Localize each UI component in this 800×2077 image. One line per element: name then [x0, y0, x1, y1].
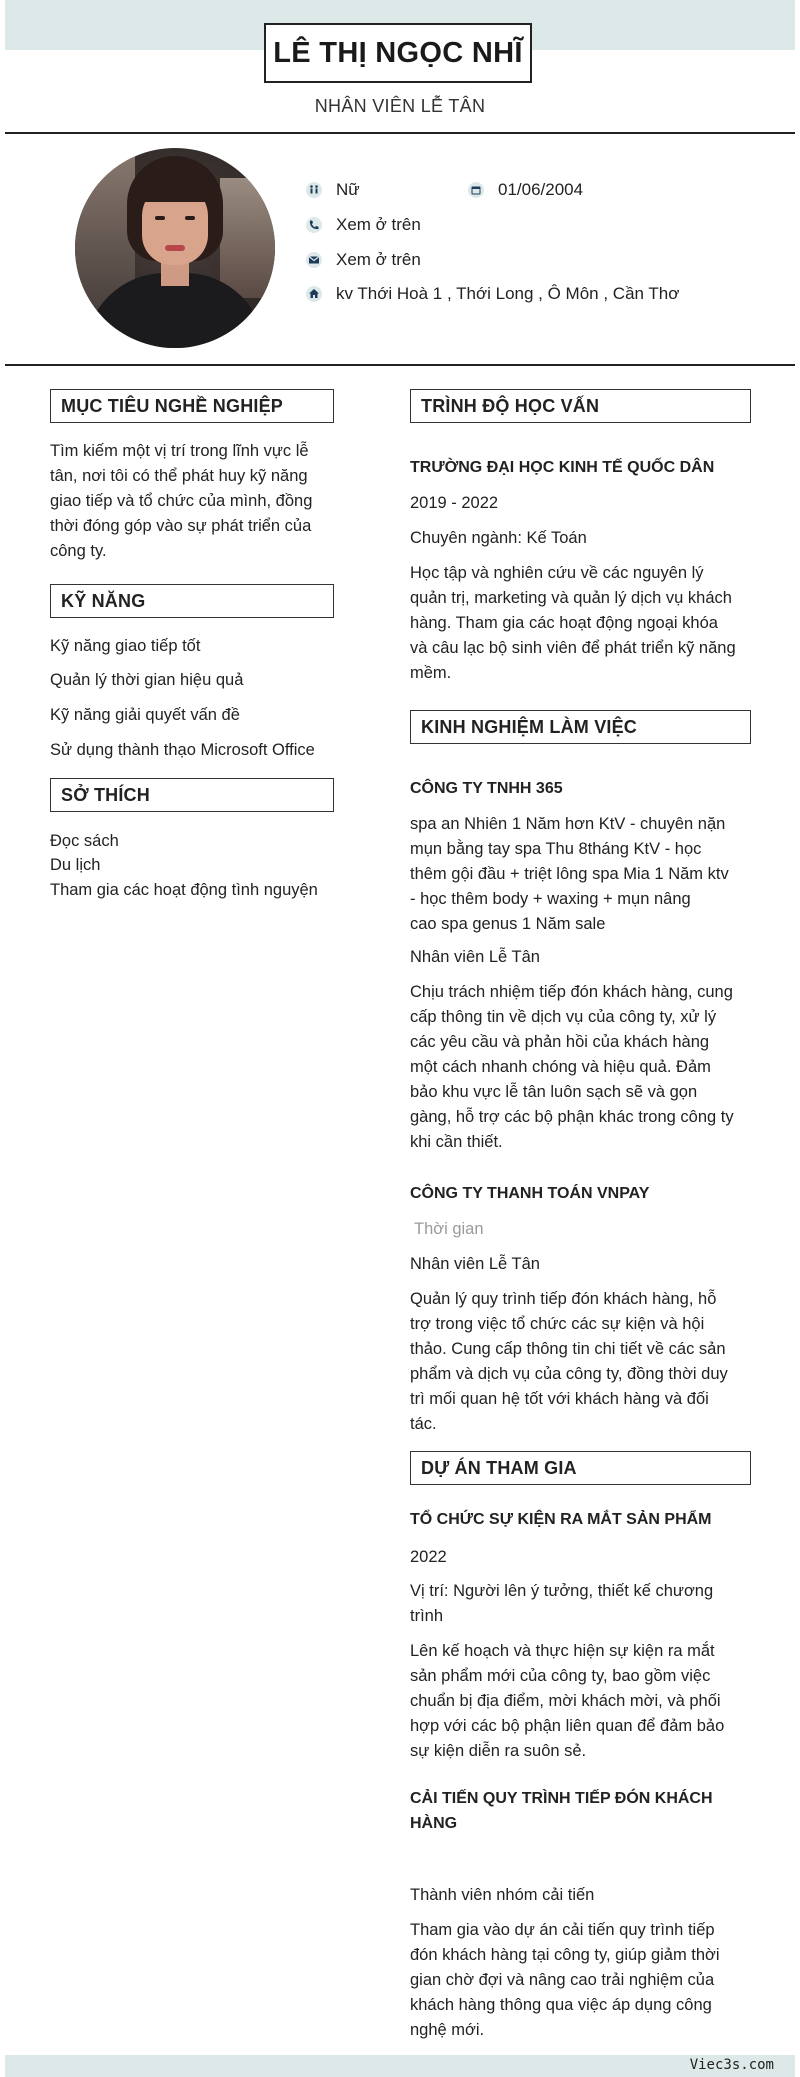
project-role: Thành viên nhóm cải tiến	[410, 1886, 595, 1904]
phone-value: Xem ở trên	[336, 215, 421, 234]
project-name: TỔ CHỨC SỰ KIỆN RA MẮT SẢN PHẨM	[410, 1511, 712, 1528]
job-position: Nhân viên Lễ Tân	[410, 1255, 540, 1273]
home-icon	[306, 286, 322, 302]
skill-item: Sử dụng thành thạo Microsoft Office	[50, 741, 315, 759]
education-heading: TRÌNH ĐỘ HỌC VẤN	[410, 389, 751, 423]
skill-item: Quản lý thời gian hiệu quả	[50, 671, 244, 689]
skill-item: Kỹ năng giao tiếp tốt	[50, 637, 201, 655]
candidate-name: LÊ THỊ NGỌC NHĨ	[264, 23, 532, 83]
contact-phone	[306, 215, 421, 235]
divider-top	[5, 132, 795, 134]
hobby-item: Tham gia các hoạt động tình nguyện	[50, 881, 318, 899]
contact-email	[306, 250, 421, 270]
job-period: spa an Nhiên 1 Năm hơn KtV - chuyên nặn mụn bằng tay spa Thu 8tháng KtV - học thêm gội đầu + triệt lông spa Mia 1 Năm ktv - học thêm body + waxing + mụn nâng cao spa genus 1 Năm sale	[410, 815, 729, 933]
project-name: CẢI TIẾN QUY TRÌNH TIẾP ĐÓN KHÁCH HÀNG	[410, 1790, 713, 1832]
education-description: Học tập và nghiên cứu về các nguyên lý quản trị, marketing và quản lý dịch vụ khách hàng. Tham gia các hoạt động ngoại khóa và câu lạc bộ sinh viên để phát triển kỹ năng mềm.	[410, 564, 736, 682]
job-description: Quản lý quy trình tiếp đón khách hàng, hỗ trợ trong việc tổ chức các sự kiện và hội thảo. Cung cấp thông tin chi tiết về các sản phẩm và dịch vụ của công ty, đồng thời duy trì mối quan hệ tốt với khách hàng và đối tác.	[410, 1290, 728, 1433]
projects-heading: DỰ ÁN THAM GIA	[410, 1451, 751, 1485]
skills-heading: KỸ NĂNG	[50, 584, 334, 618]
education-major: Chuyên ngành: Kế Toán	[410, 529, 587, 547]
avatar	[75, 148, 275, 348]
job-company: CÔNG TY THANH TOÁN VNPAY	[410, 1185, 650, 1202]
email-value: Xem ở trên	[336, 250, 421, 269]
calendar-icon	[468, 182, 484, 198]
experience-heading: KINH NGHIỆM LÀM VIỆC	[410, 710, 751, 744]
job-period: Thời gian	[414, 1220, 484, 1238]
hobby-item: Đọc sách	[50, 832, 119, 850]
birthday-value: 01/06/2004	[498, 180, 584, 199]
phone-icon	[306, 217, 322, 233]
job-position: Nhân viên Lễ Tân	[410, 948, 540, 966]
project-role: Vị trí: Người lên ý tưởng, thiết kế chương trình	[410, 1582, 714, 1625]
project-description: Lên kế hoạch và thực hiện sự kiện ra mắt sản phẩm mới của công ty, bao gồm việc chuẩn bị địa điểm, mời khách mời, và phối hợp với các bộ phận liên quan để đảm bảo sự kiện diễn ra suôn sẻ.	[410, 1642, 725, 1760]
school-name: TRƯỜNG ĐẠI HỌC KINH TẾ QUỐC DÂN	[410, 459, 715, 476]
project-year: 2022	[410, 1548, 447, 1566]
job-title: NHÂN VIÊN LỄ TÂN	[314, 96, 486, 116]
job-company: CÔNG TY TNHH 365	[410, 780, 563, 797]
project-description: Tham gia vào dự án cải tiến quy trình tiếp đón khách hàng tại công ty, giúp giảm thời gian chờ đợi và nâng cao trải nghiệm của khách hàng thông qua việc áp dụng công nghệ mới.	[410, 1921, 720, 2039]
gender-icon	[306, 182, 322, 198]
contact-address	[306, 284, 679, 304]
hobbies-heading: SỞ THÍCH	[50, 778, 334, 812]
skill-item: Kỹ năng giải quyết vấn đề	[50, 706, 240, 724]
objective-heading: MỤC TIÊU NGHỀ NGHIỆP	[50, 389, 334, 423]
gender-value: Nữ	[336, 180, 360, 199]
bottom-band	[5, 2055, 795, 2077]
contact-birthday	[468, 180, 583, 200]
job-description: Chịu trách nhiệm tiếp đón khách hàng, cung cấp thông tin về dịch vụ của công ty, xử lý các yêu cầu và phản hồi của khách hàng một cách nhanh chóng và hiệu quả. Đảm bảo khu vực lễ tân luôn sạch sẽ và gọn gàng, hỗ trợ các bộ phận khác trong công ty khi cần thiết.	[410, 983, 734, 1151]
contact-gender	[306, 180, 360, 200]
hobby-item: Du lịch	[50, 856, 101, 874]
divider-mid	[5, 364, 795, 366]
email-icon	[306, 252, 322, 268]
watermark: Viec3s.com	[689, 2057, 774, 2073]
objective-text: Tìm kiếm một vị trí trong lĩnh vực lễ tân, nơi tôi có thể phát huy kỹ năng giao tiếp và tổ chức của mình, đồng thời đóng góp vào sự phát triển của công ty.	[50, 442, 313, 560]
address-value: kv Thới Hoà 1 , Thới Long , Ô Môn , Cần Thơ	[336, 284, 680, 303]
education-years: 2019 - 2022	[410, 494, 499, 512]
